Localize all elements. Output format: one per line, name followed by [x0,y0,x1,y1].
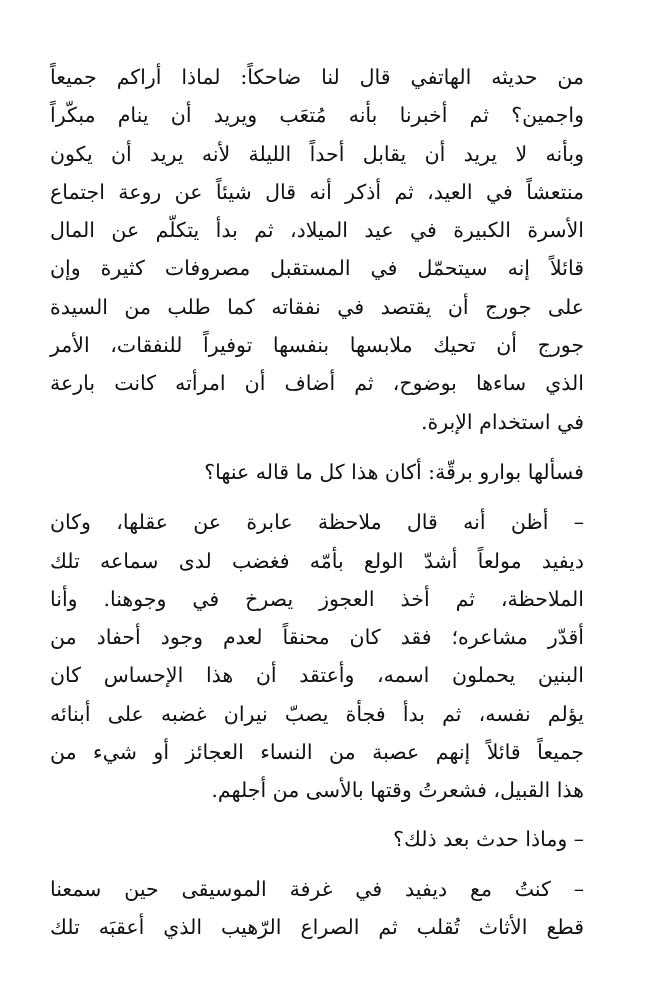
text-line: – كنتُ مع ديفيد في غرفة الموسيقى حين سمعنا [50,876,584,901]
text-line: قطع الأثاث تُقلب ثم الصراع الرّهيب الذي أعقبَه تلك [50,915,584,940]
text-line: هذا القبيل، فشعرتُ وقتها بالأسى من أجلهم. [211,778,584,803]
text-line: جميعاً قائلاً إنهم عصبة من النساء العجائز أو شيء من [50,740,584,765]
paragraph-4 [50,820,584,858]
text-line: وبأنه لا يريد أن يقابل أحداً الليلة لأنه يريد أن يكون [50,141,584,166]
text-line: الذي ساءها بوضوح، ثم أضاف أن امرأته كانت بارعة [50,371,584,396]
text-line: فسألها بوارو برقّة: أكان هذا كل ما قاله عنها؟ [204,459,584,484]
paragraph-2 [50,453,584,491]
text-line: البنين يحملون اسمه، وأعتقد أن هذا الإحساس كان [50,663,584,688]
text-line: واجمين؟ ثم أخبرنا بأنه مُتعَب ويريد أن ينام مبكّراً [50,103,584,128]
paragraph-3 [50,503,584,809]
text-line: الملاحظة، ثم أخذ العجوز يصرخ في وجوهنا. وأنا [50,586,584,611]
book-page [50,58,584,947]
paragraph-5 [50,870,584,947]
text-line: منتعشاً في العيد، ثم أذكر أنه قال شيئاً عن روعة اجتماع [50,179,584,204]
text-line: من حديثه الهاتفي قال لنا ضاحكاً: لماذا أراكم جميعاً [50,65,584,89]
text-line: في استخدام الإبرة. [420,409,584,434]
text-line: على جورج أن يقتصد في نفقاته كما طلب من السيدة [50,294,584,319]
text-line: أقدّر مشاعره؛ فقد كان محنقاً لعدم وجود أحفاد من [50,625,584,650]
paragraph-1 [50,58,584,441]
text-line: يؤلم نفسه، ثم بدأ فجأة يصبّ نيران غضبه على أبنائه [50,701,584,726]
text-line: قائلاً إنه سيتحمّل في المستقبل مصروفات كثيرة وإن [50,256,584,281]
text-line: – أظن أنه قال ملاحظة عابرة عن عقلها، وكان [50,510,584,535]
text-line: ديفيد مولعاً أشدّ الولع بأمّه فغضب لدى سماعه تلك [50,548,584,573]
text-line: جورج أن تحيك ملابسها بنفسها توفيراً للنفقات، الأمر [50,333,584,358]
text-line: الأسرة الكبيرة في عيد الميلاد، ثم بدأ يتكلّم عن المال [50,218,584,243]
text-line: – وماذا حدث بعد ذلك؟ [393,826,584,851]
